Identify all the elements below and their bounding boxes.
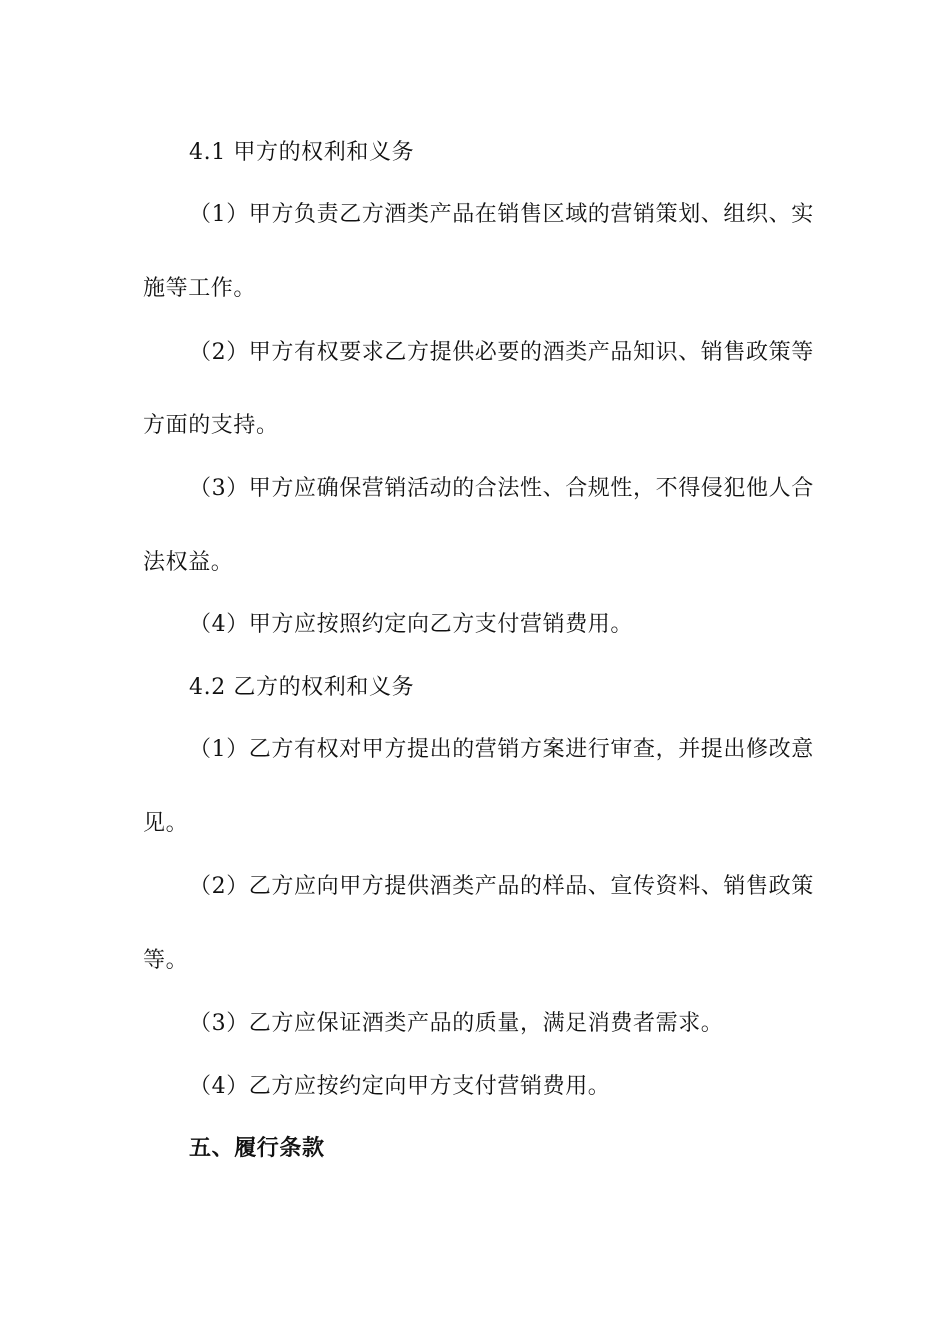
party-b-item-2-line-1: （2）乙方应向甲方提供酒类产品的样品、宣传资料、销售政策 bbox=[189, 874, 814, 899]
party-a-item-4: （4）甲方应按照约定向乙方支付营销费用。 bbox=[189, 612, 633, 637]
party-b-item-1-line-2: 见。 bbox=[143, 811, 189, 836]
party-b-item-1-line-1: （1）乙方有权对甲方提出的营销方案进行审查，并提出修改意 bbox=[189, 737, 814, 762]
section-4-2-heading: 4.2 乙方的权利和义务 bbox=[189, 675, 415, 700]
party-a-item-3-line-1: （3）甲方应确保营销活动的合法性、合规性，不得侵犯他人合 bbox=[189, 476, 814, 501]
party-b-item-3: （3）乙方应保证酒类产品的质量，满足消费者需求。 bbox=[189, 1011, 724, 1036]
party-a-item-2-line-1: （2）甲方有权要求乙方提供必要的酒类产品知识、销售政策等 bbox=[189, 340, 814, 365]
party-b-item-2-line-2: 等。 bbox=[143, 948, 189, 973]
section-4-1-heading: 4.1 甲方的权利和义务 bbox=[189, 140, 415, 165]
party-a-item-1-line-1: （1）甲方负责乙方酒类产品在销售区域的营销策划、组织、实 bbox=[189, 202, 814, 227]
party-b-item-4: （4）乙方应按约定向甲方支付营销费用。 bbox=[189, 1074, 611, 1099]
party-a-item-2-line-2: 方面的支持。 bbox=[143, 413, 279, 438]
section-5-heading: 五、履行条款 bbox=[189, 1136, 325, 1161]
party-a-item-1-line-2: 施等工作。 bbox=[143, 276, 257, 301]
party-a-item-3-line-2: 法权益。 bbox=[143, 550, 234, 575]
